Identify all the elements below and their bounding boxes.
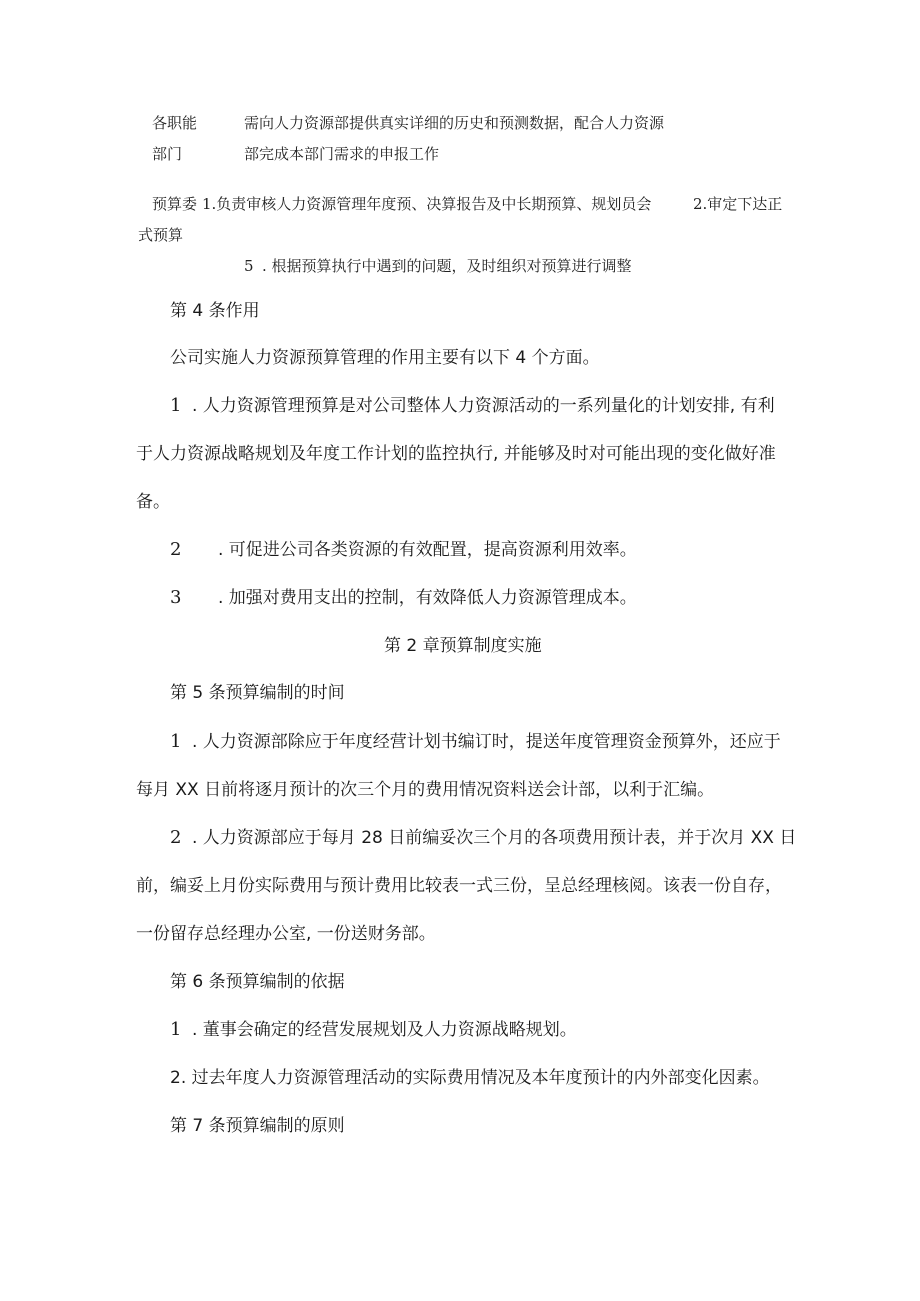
article4-item3-num: 3: [170, 587, 182, 608]
article5-item2-num: 2: [170, 827, 182, 848]
article5-item2-line1: . 人力资源部应于每月 28 日前编妥次三个月的各项费用预计表，并于次月 XX 日: [192, 828, 797, 848]
article6-heading: 第 6 条预算编制的依据: [170, 972, 345, 992]
article4-item2-text: . 可促进公司各类资源的有效配置，提高资源利用效率。: [218, 540, 637, 560]
table-row2-label-line2: 式预算: [138, 226, 184, 244]
table-row2-item1: 1.负责审核人力资源管理年度预、决算报告及中长期预算、规划员会: [202, 195, 652, 213]
table-row2-label-line1: 预算委: [152, 195, 198, 213]
table-row2-item5-text: . 根据预算执行中遇到的问题，及时组织对预算进行调整: [262, 257, 632, 275]
article4-item1-line3: 备。: [136, 492, 170, 512]
article4-item1-num: 1: [170, 395, 182, 416]
article4-item2-num: 2: [170, 539, 182, 560]
article4-heading: 第 4 条作用: [170, 301, 260, 321]
table-row1-content-line1: 需向人力资源部提供真实详细的历史和预测数据，配合人力资源: [244, 114, 665, 132]
table-row1-label-line1: 各职能: [152, 114, 198, 132]
article5-item2-line2: 前，编妥上月份实际费用与预计费用比较表一式三份，呈总经理核阅。该表一份自存，: [136, 876, 782, 896]
article5-item1-num: 1: [170, 731, 182, 752]
chapter2-title: 第 2 章预算制度实施: [384, 636, 542, 656]
article5-item2-line3: 一份留存总经理办公室, 一份送财务部。: [136, 924, 436, 944]
table-row2-item5-num: 5: [244, 257, 254, 275]
article4-item1-line1: . 人力资源管理预算是对公司整体人力资源活动的一系列量化的计划安排, 有利: [192, 396, 775, 416]
article4-intro: 公司实施人力资源预算管理的作用主要有以下 4 个方面。: [170, 348, 600, 368]
article4-item3-text: . 加强对费用支出的控制，有效降低人力资源管理成本。: [218, 588, 637, 608]
table-row1-label-line2: 部门: [152, 145, 183, 163]
article5-item1-line1: . 人力资源部除应于年度经营计划书编订时，提送年度管理资金预算外，还应于: [192, 732, 781, 752]
article6-item2-text: 2. 过去年度人力资源管理活动的实际费用情况及本年度预计的内外部变化因素。: [170, 1068, 770, 1088]
article5-item1-line2: 每月 XX 日前将逐月预计的次三个月的费用情况资料送会计部，以利于汇编。: [136, 780, 715, 800]
article5-heading: 第 5 条预算编制的时间: [170, 683, 345, 703]
article6-item1-text: . 董事会确定的经营发展规划及人力资源战略规划。: [192, 1020, 577, 1040]
article7-heading: 第 7 条预算编制的原则: [170, 1116, 345, 1136]
table-row1-content-line2: 部完成本部门需求的申报工作: [244, 145, 440, 163]
article4-item1-line2: 于人力资源战略规划及年度工作计划的监控执行, 并能够及时对可能出现的变化做好准: [136, 444, 776, 464]
article6-item1-num: 1: [170, 1019, 182, 1040]
table-row2-item2: 2.审定下达正: [693, 195, 783, 213]
